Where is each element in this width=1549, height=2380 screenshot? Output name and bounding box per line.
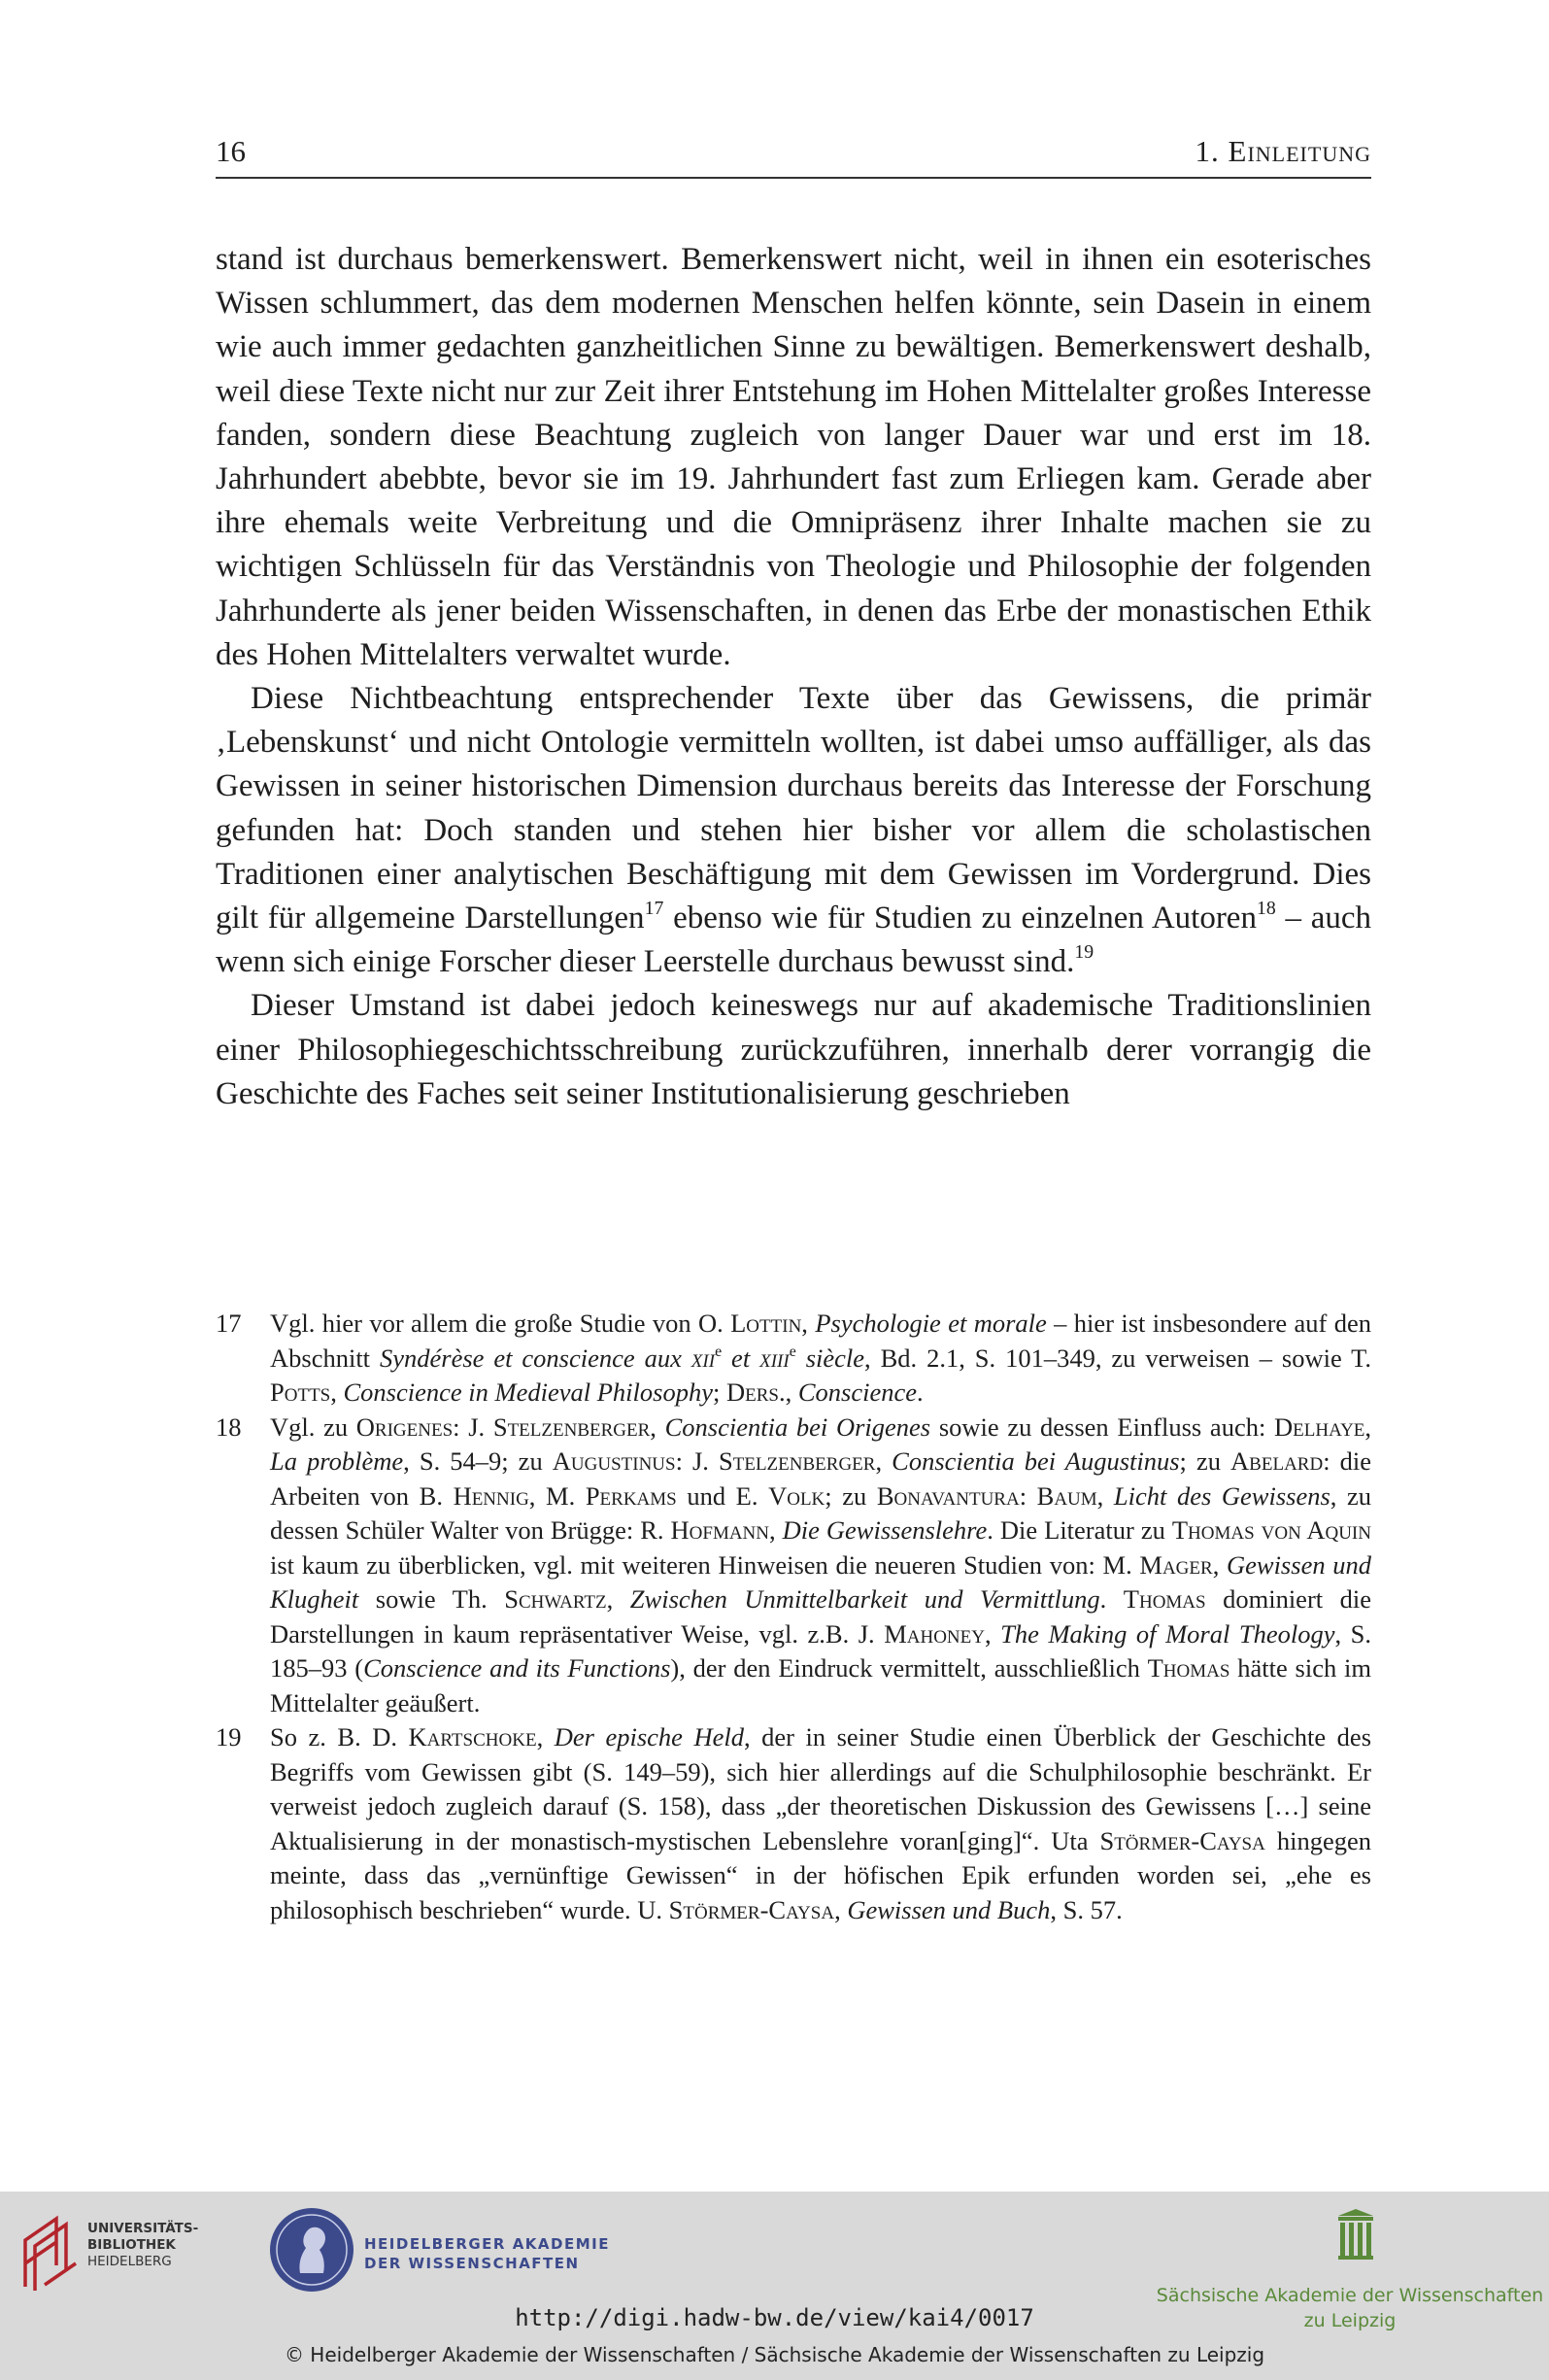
saw-line-2: zu Leipzig xyxy=(1303,2310,1397,2331)
footnote-number: 18 xyxy=(216,1411,242,1442)
footnote-ref-17[interactable]: 17 xyxy=(644,898,664,920)
author-name: Ders. xyxy=(725,1377,786,1407)
footnote-ref-19[interactable]: 19 xyxy=(1074,941,1094,964)
fn-text-run: , S. 54–9; zu xyxy=(403,1446,553,1476)
fn-text-run: , xyxy=(536,1722,555,1751)
book-title: Conscience and its Functions xyxy=(363,1653,671,1683)
fn-text-run: , der in seiner Studie einen Überblick der Geschichte des Begriffs vom Gewissen gibt (S. 149–59), sich hier allerdings auf die Schulphilosophie beschränkt. Er verweist jedoch zugleich darauf (S. 158), dass „der theoretischen Diskussion des Gewissens […] seine Aktualisierung in der monastisch-mystischen Lebenslehre voran[ging]“. Uta xyxy=(270,1722,1372,1855)
footer-banner xyxy=(0,2192,1549,2380)
fn-text-run: , zu dessen Schüler Walter von Brügge: R. xyxy=(270,1480,1372,1545)
author-name: Hennig xyxy=(453,1480,529,1511)
ub-heidelberg-logo[interactable] xyxy=(17,2211,212,2298)
author-name: Volk xyxy=(768,1480,825,1511)
fn-text-run: , xyxy=(1364,1411,1372,1442)
author-name: Thomas xyxy=(1123,1584,1206,1614)
fn-text-run: Vgl. hier vor allem die große Studie von O. xyxy=(270,1309,731,1338)
author-name: Bonavantura xyxy=(876,1480,1020,1511)
author-name: Kartschoke xyxy=(408,1722,537,1751)
author-name: Störmer-Caysa xyxy=(668,1894,835,1924)
page-header xyxy=(216,126,1371,179)
fn-text-run: , xyxy=(834,1894,848,1924)
fn-text-run: ; xyxy=(712,1377,726,1407)
fn-text-run: , xyxy=(875,1446,892,1476)
fn-text-run: und E. xyxy=(676,1480,769,1511)
author-name: Schwartz xyxy=(504,1584,607,1614)
fn-text-run: , Bd. 2.1, S. 101–349, zu verweisen – sowie T. xyxy=(864,1343,1372,1373)
book-title: Conscientia bei Augustinus xyxy=(892,1446,1180,1476)
fn-text-run: ist kaum zu überblicken, vgl. mit weiteren Hinweisen die neueren Studien von: M. xyxy=(270,1549,1140,1580)
paragraph-2-part-1: Diese Nichtbeachtung entsprechender Texte über das Gewissens, die primär ‚Lebenskunst‘ und nicht Ontologie vermitteln wollten, ist dabei umso auffälliger, als das Gewissen in seiner historischen Dimension durchaus bereits das Interesse der Forschung gefunden hat: Doch standen und stehen hier bisher vor allem die scholastischen Traditionen einer analytischen Beschäftigung mit dem Gewissen im Vordergrund. Dies gilt für allgemeine Darstellungen xyxy=(216,681,1371,936)
author-name: Störmer-Caysa xyxy=(1099,1825,1265,1855)
fn-text-run: sowie zu dessen Einfluss auch: xyxy=(930,1411,1275,1442)
fn-text-run: . Die Literatur zu xyxy=(987,1515,1172,1545)
footnote-text xyxy=(270,1307,1371,1411)
hadw-logo-text xyxy=(364,2234,610,2273)
book-title: Gewissen und Buch xyxy=(847,1894,1051,1924)
book-title: Licht des Gewissens xyxy=(1113,1480,1330,1511)
saw-building-icon xyxy=(1338,2209,1373,2260)
footnote-19 xyxy=(216,1720,1371,1927)
fn-text-run: dominiert die Darstellungen in kaum repräsentativer Weise, vgl. z.B. J. xyxy=(270,1584,1372,1649)
century-numeral: xii xyxy=(690,1343,716,1373)
book-title: Gewissen und Klugheit xyxy=(270,1549,1372,1614)
book-title: siècle xyxy=(795,1343,865,1373)
fn-text-run: , xyxy=(606,1584,630,1614)
fn-text-run: , M. xyxy=(528,1480,586,1511)
paragraph-2 xyxy=(216,677,1371,984)
fn-text-run: : xyxy=(1019,1480,1037,1511)
footnote-number: 17 xyxy=(216,1309,242,1338)
book-title: Syndérèse et conscience aux xyxy=(380,1343,691,1373)
paragraph-1: stand ist durchaus bemerkenswert. Bemerkenswert nicht, weil in ihnen ein esoterisches Wissen schlummert, das dem modernen Menschen helfen könnte, sein Dasein in einem wie auch immer gedachten ganzheitlichen Sinne zu bewältigen. Bemerkenswert deshalb, weil diese Texte nicht nur zur Zeit ihrer Entstehung im Hohen Mittelalter großes Interesse fanden, sondern diese Beachtung zugleich von langer Dauer war und erst im 18. Jahrhundert abebbte, bevor sie im 19. Jahrhundert fast zum Erliegen kam. Gerade aber ihre ehemals weite Verbreitung und die Omnipräsenz ihrer Inhalte machen sie zu wichtigen Schlüsseln für das Verständnis von Theologie und Philosophie der folgenden Jahrhunderte als jener beiden Wissenschaften, in denen das Erbe der monastischen Ethik des Hohen Mittelalters verwaltet wurde. xyxy=(216,242,1371,672)
fn-text-run: – hier ist insbesondere auf den Abschnitt xyxy=(270,1309,1372,1373)
author-name: Thomas von Aquin xyxy=(1171,1515,1371,1545)
author-name: Hofmann xyxy=(670,1515,769,1545)
author-name: Mager xyxy=(1139,1549,1213,1580)
book-title: Die Gewissenslehre xyxy=(782,1515,988,1545)
fn-text-run: , xyxy=(650,1411,665,1442)
author-name: Perkams xyxy=(585,1480,677,1511)
author-name: Thomas xyxy=(1147,1653,1230,1683)
fn-text-run: sowie Th. xyxy=(358,1584,505,1614)
author-name: Lottin xyxy=(730,1309,802,1338)
fn-text-run: . xyxy=(1099,1584,1124,1614)
book-title: Der epische Held xyxy=(554,1722,744,1751)
fn-text-run: , S. 185–93 ( xyxy=(270,1618,1372,1683)
ub-line-1: UNIVERSITÄTS- xyxy=(87,2221,199,2236)
paragraph-2-part-2: ebenso wie für Studien zu einzelnen Autoren xyxy=(663,901,1257,936)
hadw-logo[interactable] xyxy=(267,2205,617,2297)
footnotes xyxy=(216,1307,1371,1927)
book-title: Psychologie et morale xyxy=(815,1309,1047,1338)
page-number: 16 xyxy=(216,134,246,168)
saw-line-1: Sächsische Akademie der Wissenschaften xyxy=(1156,2285,1544,2306)
superscript: e xyxy=(715,1343,723,1360)
author-name: Augustinus xyxy=(552,1446,676,1476)
book-title: Conscientia bei Origenes xyxy=(664,1411,931,1442)
main-text xyxy=(216,238,1371,1116)
author-name: Baum xyxy=(1036,1480,1097,1511)
fn-text-run: : J. xyxy=(675,1446,719,1476)
paragraph-3: Dieser Umstand ist dabei jedoch keineswegs nur auf akademische Traditionslinien einer Philosophiegeschichtsschreibung zurückzuführen, innerhalb derer vorrangig die Geschichte des Faches seit seiner Institutionalisierung geschrieben xyxy=(216,988,1371,1111)
fn-text-run: , xyxy=(1096,1480,1114,1511)
book-title: Conscience xyxy=(797,1377,917,1407)
author-name: Origenes xyxy=(355,1411,454,1442)
fn-text-run: , xyxy=(330,1377,344,1407)
author-name: Potts xyxy=(270,1377,331,1407)
footnote-text xyxy=(270,1720,1371,1927)
fn-text-run: Vgl. zu xyxy=(270,1411,356,1442)
ub-line-3: HEIDELBERG xyxy=(87,2254,172,2269)
running-head: 1. Einleitung xyxy=(1195,134,1371,168)
book-title: et xyxy=(722,1343,760,1373)
author-name: Stelzenberger xyxy=(492,1411,651,1442)
book-title: Conscience in Medieval Philosophy xyxy=(343,1377,713,1407)
book-title: The Making of Moral Theology xyxy=(1000,1618,1335,1649)
fn-text-run: hingegen meinte, dass das „vernünftige Gewissen“ in der höfischen Epik erfunden worden sei, „ehe es philosophisch beschrieben“ wurde. U. xyxy=(270,1825,1371,1924)
paragraph-2-part-3: – auch wenn sich einige Forscher dieser Leerstelle durchaus bewusst sind. xyxy=(216,901,1371,980)
book-title: Zwischen Unmittelbarkeit und Vermittlung xyxy=(629,1584,1100,1614)
hadw-line-1: HEIDELBERGER AKADEMIE xyxy=(364,2235,610,2253)
book-title: La problème xyxy=(270,1446,404,1476)
fn-text-run: ), der den Eindruck vermittelt, ausschließlich xyxy=(670,1653,1148,1683)
copyright-notice: © Heidelberger Akademie der Wissenschaften / Sächsische Akademie der Wissenschaften zu Leipzig xyxy=(284,2343,1265,2366)
hadw-line-2: DER WISSENSCHAFTEN xyxy=(364,2255,580,2272)
author-name: Mahoney xyxy=(884,1618,985,1649)
fn-text-run: : J. xyxy=(453,1411,493,1442)
footnote-17 xyxy=(216,1307,1371,1411)
ub-logo-icon xyxy=(17,2211,78,2295)
ub-logo-text xyxy=(87,2221,198,2270)
ub-line-2: BIBLIOTHEK xyxy=(87,2237,176,2253)
fn-text-run: ; zu xyxy=(1179,1446,1231,1476)
hadw-seal-icon xyxy=(267,2205,356,2295)
saw-leipzig-logo[interactable] xyxy=(1156,2209,1544,2355)
fn-text-run: : die Arbeiten von B. xyxy=(270,1446,1371,1511)
fn-text-run: hätte sich im Mittelalter geäußert. xyxy=(270,1653,1371,1717)
footnote-number: 19 xyxy=(216,1722,242,1751)
superscript: e xyxy=(789,1343,796,1360)
footnote-18 xyxy=(216,1411,1371,1721)
fn-text-run: , xyxy=(1212,1549,1227,1580)
fn-text-run: , S. 57. xyxy=(1050,1894,1123,1924)
fn-text-run: , xyxy=(984,1618,1001,1649)
fn-text-run: , xyxy=(801,1309,816,1338)
footnote-text xyxy=(270,1411,1371,1721)
fn-text-run: ; zu xyxy=(825,1480,877,1511)
footnote-ref-18[interactable]: 18 xyxy=(1256,898,1276,920)
author-name: Abelard xyxy=(1230,1446,1324,1476)
source-url-link[interactable]: http://digi.hadw-bw.de/view/kai4/0017 xyxy=(515,2304,1034,2331)
century-numeral: xiii xyxy=(759,1343,790,1373)
author-name: Delhaye xyxy=(1274,1411,1365,1442)
fn-text-run: , xyxy=(785,1377,798,1407)
fn-text-run: . xyxy=(916,1377,924,1407)
fn-text-run: , xyxy=(769,1515,783,1545)
author-name: Stelzenberger xyxy=(719,1446,876,1476)
fn-text-run: So z. B. D. xyxy=(270,1722,409,1751)
